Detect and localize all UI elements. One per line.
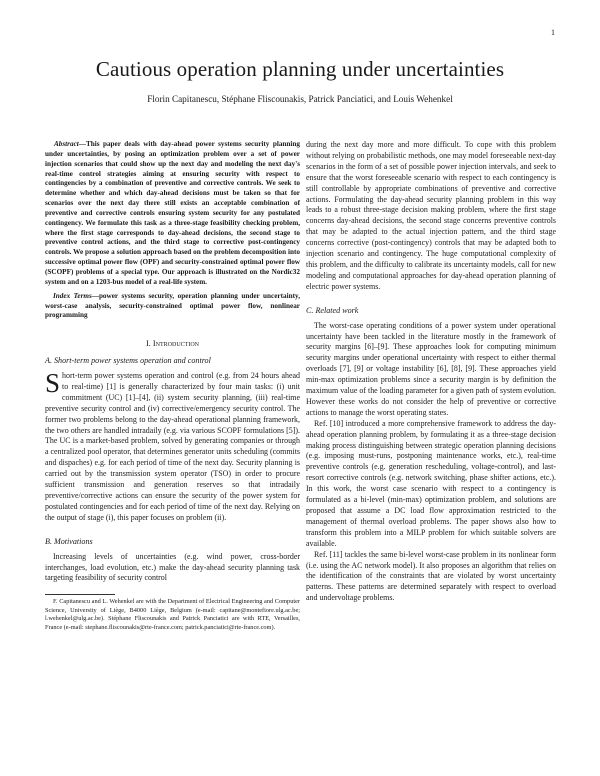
paragraph-short-term (45, 368, 300, 524)
index-terms-label: Index Terms (53, 291, 92, 300)
abstract-text: —This paper deals with day-ahead power systems security planning under uncertainties, by posing an optimization problem over a set of power injection scenarios that could show up the next day and modeling the next day's real-time control strategies aiming at ensuring security with respect to contingencies by a combination of preventive and corrective controls. We seek to determine whether and which day-ahead decisions must be taken so that for scenarios over the next day there still exists an acceptable combination of preventive and corrective controls ensuring system security for any postulated contingency. We formulate this task as a three-stage feasibility checking problem, where the first stage corresponds to day-ahead decisions, the second stage to preventive control actions, and the third stage to corrective post-contingency controls. We propose a solution approach based on the problem decomposition into successive optimal power flow (OPF) and security-constrained optimal power flow (SCOPF) problems of a special type. Our approach is illustrated on the Nordic32 system and on a 1203-bus model of a real-life system. (45, 140, 300, 286)
abstract-label: Abstract (54, 140, 79, 148)
paragraph-motivations-continued: during the next day more and more difficult. To cope with this problem without relying on probabilistic methods, one may model foreseeable next-day scenarios in the form of a set of possible power injection intervals, and seek to ensure that the worst foreseeable scenario with respect to each contingency is still controllable by appropriate combinations of preventive and corrective actions. Formulating the day-ahead security planning problem in this way leads to a robust three-stage decision making problem, where the first stage concerns day-ahead decisions, the second stage concerns preventive controls that may be adapted to the actual injection pattern, and the third stage concerns corrective (post-contingency) controls that may be adapted both to injection scenario and contingency. The huge computational complexity of this problem, and the difficulty to calibrate its uncertainty models, call for new modeling and computational approaches for day-ahead operation planning of electric power systems. (306, 140, 556, 291)
page-number: 1 (551, 28, 555, 37)
index-terms (45, 292, 300, 322)
index-terms-text: —power systems security, operation planning under uncertainty, worst-case analysis, security-constrained optimal power flow, nonlinear programming (45, 291, 300, 320)
left-column (45, 140, 300, 632)
footnote: F. Capitanescu and L. Wehenkel are with the Department of Electrical Engineering and Computer Science, University of Liège, B4000 Liège, Belgium (e-mail: capitane@montefiore.ulg.ac.be; l.wehenkel@ulg.ac.be). Stéphane Fliscounakis and Patrick Panciatici are with RTE, Versailles, France (e-mail: stephane.fliscounakis@rte-france.com; patrick.panciatici@rte-france.com). (45, 598, 300, 631)
paragraph-related-work-1: The worst-case operating conditions of a power system under operational uncertainty have been tackled in the literature mostly in the framework of security margins [6]–[9]. These approaches look for computing minimum security margins under operational uncertainty with respect to either thermal overloads [7], [9] or voltage instability [6], [8], [9]. These approaches yield min-max optimization problems since a security margin is by definition the maximum value of the loading parameter for a given path of system evolution. However these works do not consider the help of preventive or corrective actions to manage the worst operating states. (306, 320, 556, 417)
abstract (45, 140, 300, 288)
subsection-heading-b: B. Motivations (45, 536, 93, 546)
paragraph-related-work-3: Ref. [11] tackles the same bi-level worst-case problem in its nonlinear form (i.e. using the AC network model). It also proposes an algorithm that relies on the identification of the constraints that are violated by worst uncertainty patterns. These patterns are determined separately with respect to overload and undervoltage problems. (306, 549, 556, 603)
paragraph-short-term-text: hort-term power systems operation and control (e.g. from 24 hours ahead to real-time) [1] is generally characterized by four main tasks: (i) unit commitment (UC) [1]–[4], (ii) system security planning, (iii) real-time preventive security control and (iv) corrective/emergency security control. The former two problems belong to the day-ahead operational planning framework, the two others are handled intradaily (e.g. via various SCOPF formulations [5]). The UC is a market-based problem, solved by generating companies or through a centralized pool operator, that determines generator units scheduling (commits and dispaches) e.g. for each period of time of the next day. Security planning is carried out by the transmission system operator (TSO) in order to procure sufficient transmission and generation reserves so that intradaily preventive/corrective actions can ensure the security of the power system for postulated contingencies and for each period of time of the next day. Relying on the output of stage (i), this paper focuses on problem (ii). (45, 371, 300, 522)
subsection-heading-c: C. Related work (306, 305, 359, 315)
author-list: Florin Capitanescu, Stéphane Fliscounakis, Patrick Panciatici, and Louis Wehenkel (147, 94, 453, 104)
paragraph-motivations: Increasing levels of uncertainties (e.g. wind power, cross-border interchanges, load evolution, etc.) make the day-ahead security planning task targeting feasibility of security control (45, 551, 300, 583)
drop-cap: S (45, 368, 61, 398)
paper-title: Cautious operation planning under uncertainties (95, 57, 505, 81)
right-column (306, 140, 556, 604)
paragraph-related-work-2: Ref. [10] introduced a more comprehensive framework to address the day-ahead operation planning problem, by formulating it as a three-stage decision making process distinguishing between strategic operation planning decisions (e.g. imposing must-runs, postponing maintenance works, etc.), real-time preventive controls (e.g. generation rescheduling, voltage-control), and last-resort corrective controls (e.g. network switching, phase shifter actions, etc.). In this work, the worst case scenario with respect to a contingency is formulated as a bi-level (min-max) optimization problem, and solutions are proposed that assume a DC load flow approximation restricted to the management of thermal overload problems. The paper shows also how to transform this problem into a MILP problem for which suitable solvers are available. (306, 418, 556, 548)
section-heading-introduction: I. Introduction (145, 339, 199, 349)
footnote-rule (45, 594, 115, 595)
subsection-heading-a: A. Short-term power systems operation and control (45, 356, 211, 366)
